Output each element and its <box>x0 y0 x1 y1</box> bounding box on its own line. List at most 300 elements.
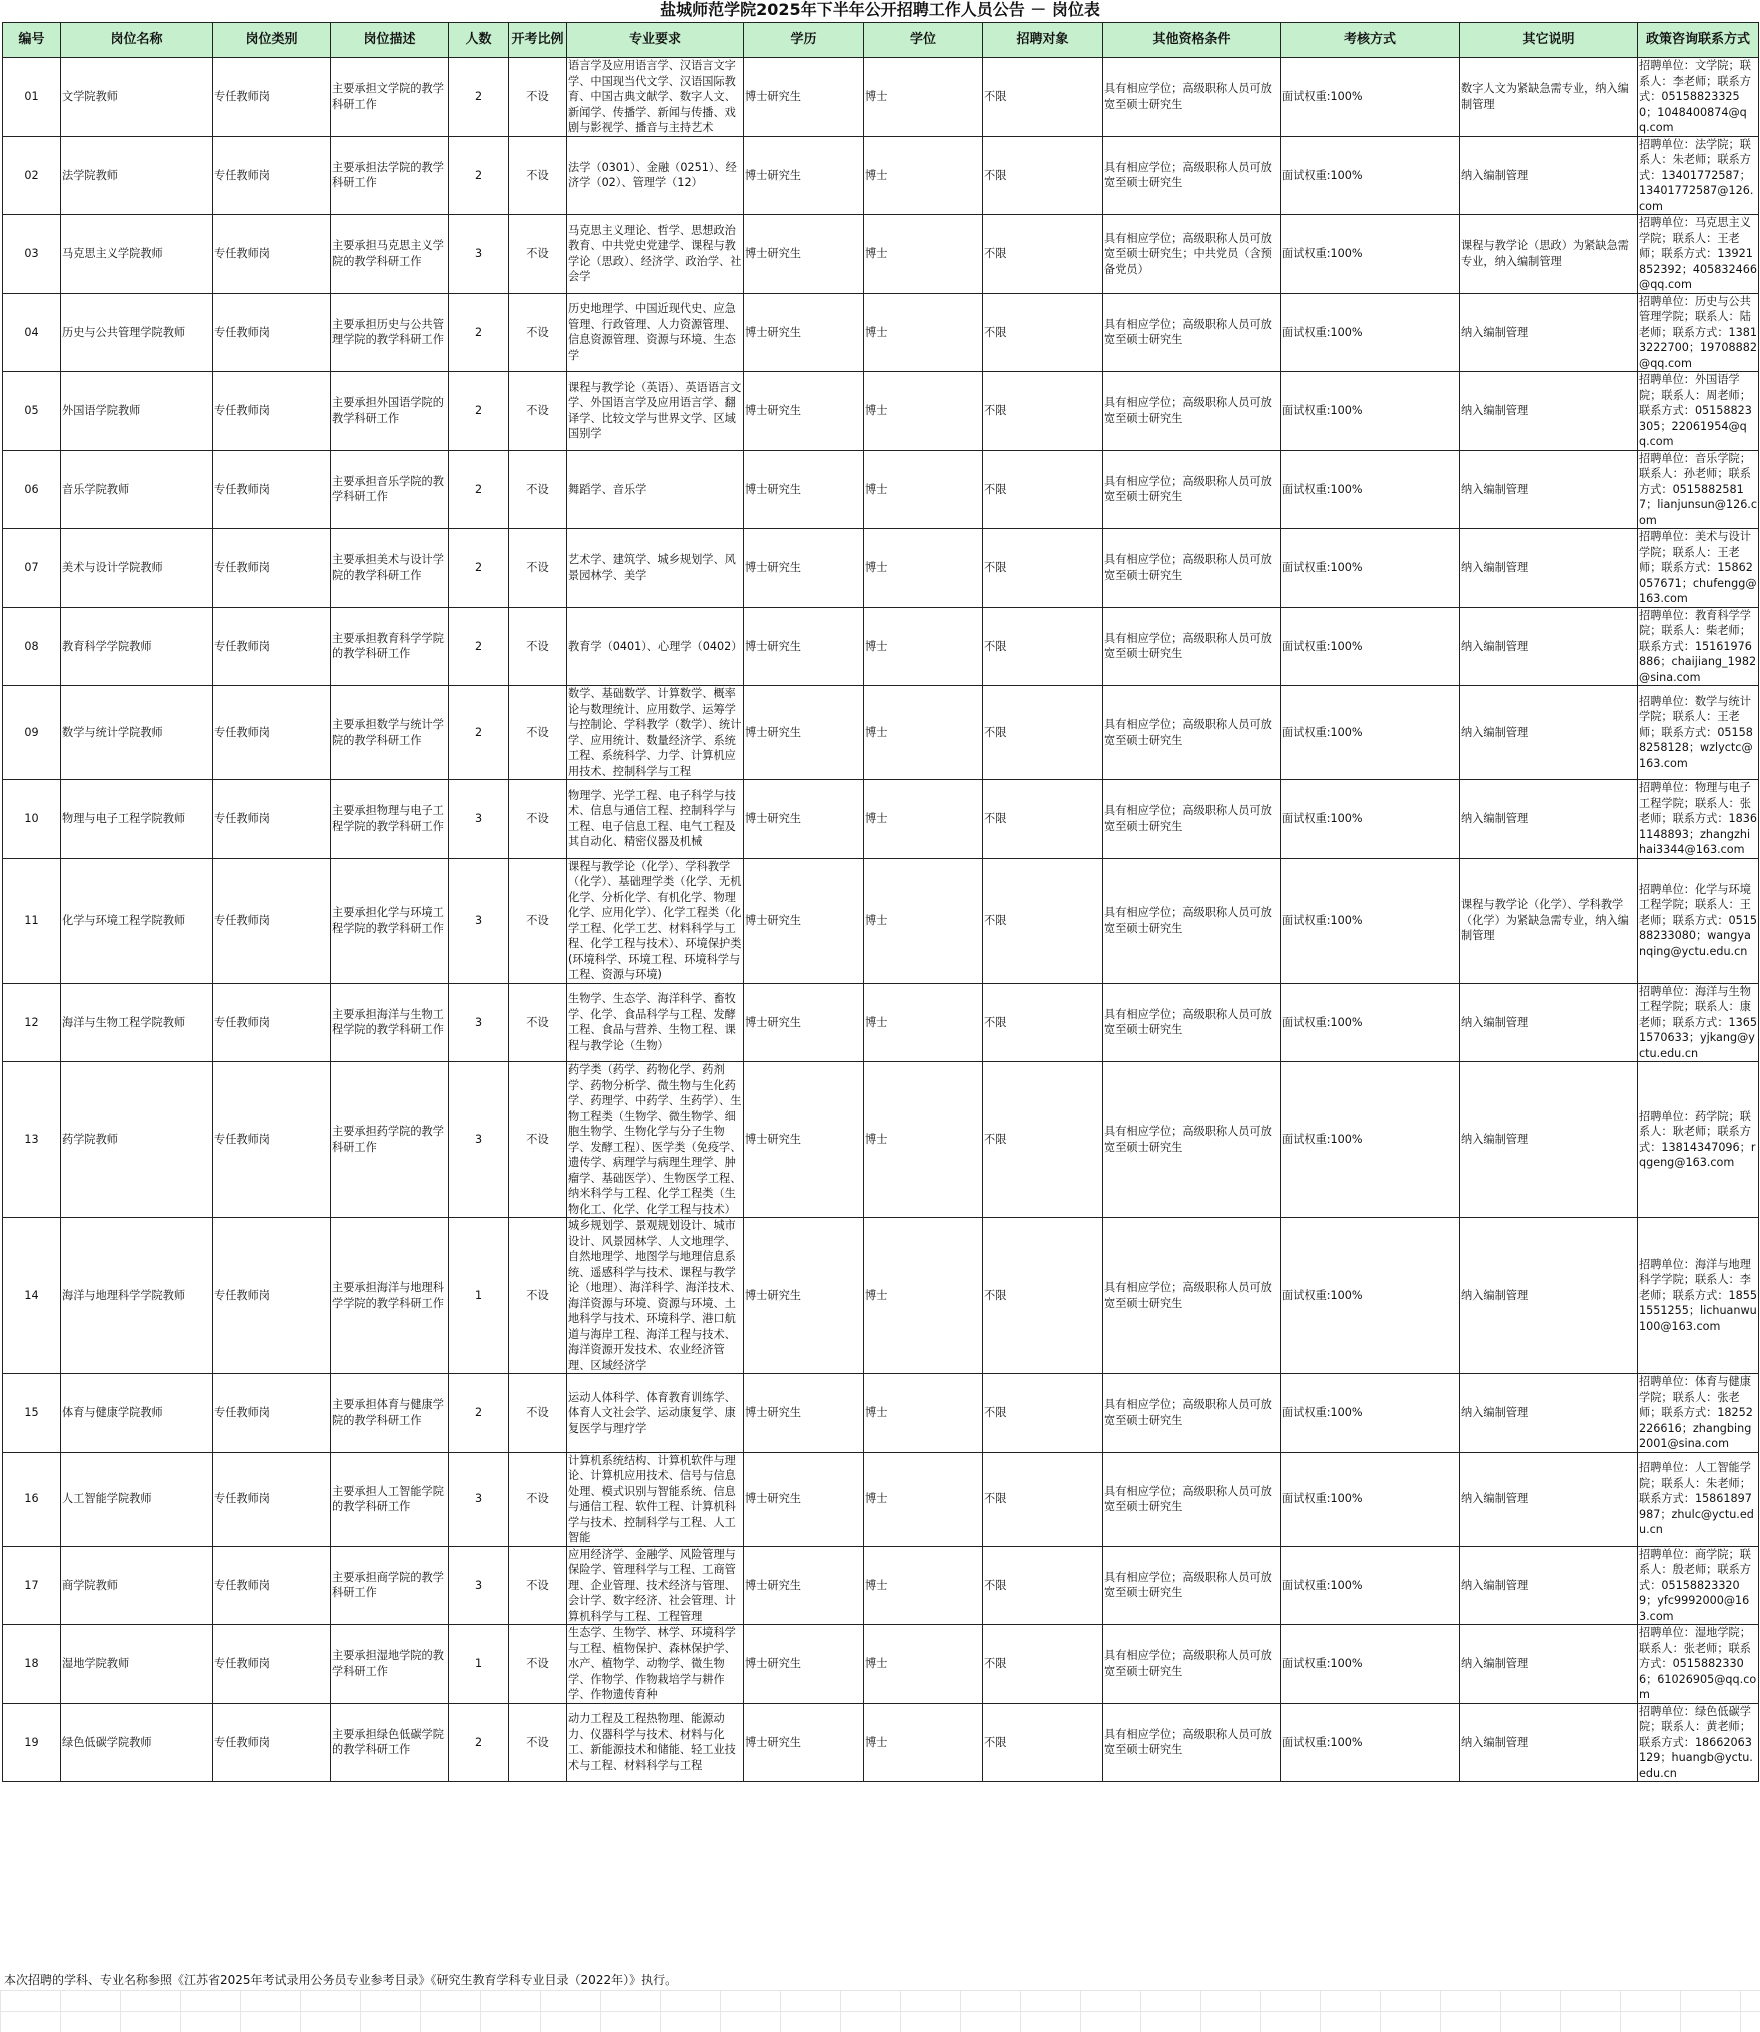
cell-contact: 招聘单位：海洋与地理科学学院；联系人：李老师；联系方式：18551551255；lichuanwu100@163.com <box>1638 1218 1759 1374</box>
cell-id: 15 <box>3 1374 61 1453</box>
cell-contact: 招聘单位：人工智能学院；联系人：朱老师；联系方式：15861897987；zhulc@yctu.edu.cn <box>1638 1452 1759 1546</box>
cell-id: 14 <box>3 1218 61 1374</box>
cell-description: 主要承担湿地学院的教学科研工作 <box>331 1625 449 1704</box>
table-row <box>3 686 1759 780</box>
cell-target: 不限 <box>983 1703 1103 1782</box>
cell-description: 主要承担文学院的教学科研工作 <box>331 58 449 137</box>
table-row <box>3 1062 1759 1218</box>
cell-education: 博士研究生 <box>744 686 864 780</box>
cell-remark: 纳入编制管理 <box>1460 607 1638 686</box>
cell-degree: 博士 <box>864 780 983 859</box>
cell-description: 主要承担海洋与生物工程学院的教学科研工作 <box>331 983 449 1062</box>
cell-contact: 招聘单位：历史与公共管理学院；联系人：陆老师；联系方式：13813222700；19708882@qq.com <box>1639 294 1757 370</box>
table-row <box>3 1374 1759 1453</box>
cell-education: 博士研究生 <box>744 607 864 686</box>
cell-remark: 纳入编制管理 <box>1460 1546 1638 1625</box>
cell-degree: 博士 <box>864 1625 983 1704</box>
cell-contact: 招聘单位：药学院；联系人：耿老师；联系方式：13814347096；rqgeng@163.com <box>1638 1062 1759 1218</box>
cell-count: 3 <box>449 1062 509 1218</box>
cell-remark: 纳入编制管理 <box>1460 1218 1638 1374</box>
cell-degree: 博士 <box>864 1546 983 1625</box>
cell-id: 06 <box>3 450 61 529</box>
cell-major: 课程与教学论（英语）、英语语言文学、外国语言学及应用语言学、翻译学、比较文学与世界文学、区域国别学 <box>567 372 744 451</box>
cell-category: 专任教师岗 <box>213 1218 331 1374</box>
table-row <box>3 1452 1759 1546</box>
cell-degree: 博士 <box>864 215 983 294</box>
cell-education: 博士研究生 <box>744 858 864 983</box>
cell-degree: 博士 <box>864 1062 983 1218</box>
cell-qualification: 具有相应学位；高级职称人员可放宽至硕士研究生 <box>1103 136 1281 215</box>
cell-position-name: 海洋与地理科学学院教师 <box>61 1218 213 1374</box>
cell-count: 2 <box>449 1703 509 1782</box>
cell-count: 3 <box>449 983 509 1062</box>
table-row <box>3 1625 1759 1704</box>
cell-count: 2 <box>449 1374 509 1453</box>
cell-id: 10 <box>3 780 61 859</box>
cell-description: 主要承担马克思主义学院的教学科研工作 <box>331 215 449 294</box>
header-cell: 招聘对象 <box>983 23 1103 58</box>
cell-id: 17 <box>3 1546 61 1625</box>
cell-position-name: 教育科学学院教师 <box>61 607 213 686</box>
cell-major: 运动人体科学、体育教育训练学、体育人文社会学、运动康复学、康复医学与理疗学 <box>567 1374 744 1453</box>
cell-id: 11 <box>3 858 61 983</box>
cell-major: 艺术学、建筑学、城乡规划学、风景园林学、美学 <box>567 529 744 608</box>
cell-contact: 招聘单位：马克思主义学院；联系人：王老师；联系方式：13921852392；405832466@qq.com <box>1639 216 1757 291</box>
cell-degree: 博士 <box>864 136 983 215</box>
cell-contact: 招聘单位：化学与环境工程学院；联系人：王老师；联系方式：05158823308​0；wangyanqing@yctu.edu.cn <box>1638 858 1759 983</box>
cell-education: 博士研究生 <box>744 1452 864 1546</box>
cell-contact: 招聘单位：外国语学院；联系人：周老师；联系方式：05158823305；22061954@qq.com <box>1638 372 1759 451</box>
cell-remark: 纳入编制管理 <box>1460 450 1638 529</box>
cell-count: 1 <box>449 1218 509 1374</box>
cell-description: 主要承担法学院的教学科研工作 <box>331 136 449 215</box>
cell-count: 1 <box>449 1625 509 1704</box>
header-cell: 开考比例 <box>509 23 567 58</box>
cell-qualification: 具有相应学位；高级职称人员可放宽至硕士研究生 <box>1103 1374 1281 1453</box>
cell-education: 博士研究生 <box>744 136 864 215</box>
cell-qualification: 具有相应学位；高级职称人员可放宽至硕士研究生 <box>1103 858 1281 983</box>
cell-target: 不限 <box>983 450 1103 529</box>
cell-id: 19 <box>3 1703 61 1782</box>
cell-remark: 纳入编制管理 <box>1460 983 1638 1062</box>
cell-education: 博士研究生 <box>744 58 864 137</box>
header-cell: 考核方式 <box>1281 23 1460 58</box>
cell-education: 博士研究生 <box>744 1218 864 1374</box>
table-row <box>3 293 1759 372</box>
cell-education: 博士研究生 <box>744 1546 864 1625</box>
cell-ratio: 不设 <box>509 686 567 780</box>
cell-qualification: 具有相应学位；高级职称人员可放宽至硕士研究生 <box>1103 607 1281 686</box>
cell-remark: 数字人文为紧缺急需专业，纳入编制管理 <box>1460 58 1638 137</box>
cell-qualification: 具有相应学位；高级职称人员可放宽至硕士研究生 <box>1103 372 1281 451</box>
cell-education: 博士研究生 <box>744 983 864 1062</box>
cell-assessment: 面试权重:100% <box>1281 858 1460 983</box>
cell-degree: 博士 <box>864 1703 983 1782</box>
cell-qualification: 具有相应学位；高级职称人员可放宽至硕士研究生 <box>1103 1546 1281 1625</box>
header-cell: 岗位类别 <box>213 23 331 58</box>
cell-target: 不限 <box>983 372 1103 451</box>
cell-assessment: 面试权重:100% <box>1281 58 1460 137</box>
footnote: 本次招聘的学科、专业名称参照《江苏省2025年考试录用公务员专业参考目录》《研究生教育学科专业目录（2022年）》执行。 <box>4 1973 678 1987</box>
cell-assessment: 面试权重:100% <box>1281 136 1460 215</box>
cell-education: 博士研究生 <box>744 529 864 608</box>
cell-degree: 博士 <box>864 293 983 372</box>
cell-target: 不限 <box>983 136 1103 215</box>
cell-target: 不限 <box>983 215 1103 294</box>
cell-position-name: 绿色低碳学院教师 <box>61 1703 213 1782</box>
cell-major: 教育学（0401）、心理学（0402） <box>567 607 744 686</box>
cell-contact: 招聘单位：体育与健康学院；联系人：张老师；联系方式：18252226616；zhangbing2001@sina.com <box>1638 1374 1759 1453</box>
cell-assessment: 面试权重:100% <box>1281 1546 1460 1625</box>
cell-remark: 纳入编制管理 <box>1460 780 1638 859</box>
header-cell: 其他资格条件 <box>1103 23 1281 58</box>
cell-degree: 博士 <box>864 372 983 451</box>
cell-description: 主要承担体育与健康学院的教学科研工作 <box>331 1374 449 1453</box>
cell-remark: 纳入编制管理 <box>1460 293 1638 372</box>
cell-description: 主要承担海洋与地理科学学院的教学科研工作 <box>331 1218 449 1374</box>
cell-id: 08 <box>3 607 61 686</box>
cell-id: 05 <box>3 372 61 451</box>
cell-qualification: 具有相应学位；高级职称人员可放宽至硕士研究生；中共党员（含预备党员） <box>1103 215 1281 294</box>
cell-target: 不限 <box>983 1218 1103 1374</box>
cell-category: 专任教师岗 <box>213 293 331 372</box>
cell-ratio: 不设 <box>509 450 567 529</box>
cell-education: 博士研究生 <box>744 1374 864 1453</box>
cell-target: 不限 <box>983 293 1103 372</box>
cell-education: 博士研究生 <box>744 215 864 294</box>
cell-position-name: 美术与设计学院教师 <box>61 529 213 608</box>
cell-ratio: 不设 <box>509 780 567 859</box>
cell-remark: 纳入编制管理 <box>1460 1374 1638 1453</box>
cell-qualification: 具有相应学位；高级职称人员可放宽至硕士研究生 <box>1103 529 1281 608</box>
table-row <box>3 136 1759 215</box>
table-row <box>3 607 1759 686</box>
cell-remark: 纳入编制管理 <box>1460 686 1638 780</box>
table-row <box>3 215 1759 294</box>
cell-category: 专任教师岗 <box>213 858 331 983</box>
cell-ratio: 不设 <box>509 1452 567 1546</box>
cell-major: 物理学、光学工程、电子科学与技术、信息与通信工程、控制科学与工程、电子信息工程、电气工程及其自动化、精密仪器及机械 <box>567 780 744 859</box>
cell-target: 不限 <box>983 1452 1103 1546</box>
cell-position-name: 商学院教师 <box>61 1546 213 1625</box>
cell-position-name: 马克思主义学院教师 <box>61 215 213 294</box>
cell-assessment: 面试权重:100% <box>1281 529 1460 608</box>
cell-degree: 博士 <box>864 983 983 1062</box>
cell-contact: 招聘单位：数学与统计学院；联系人：王老师；联系方式：05158825812​8；wzlyctc@163.com <box>1638 686 1759 780</box>
cell-target: 不限 <box>983 686 1103 780</box>
cell-description: 主要承担历史与公共管理学院的教学科研工作 <box>331 293 449 372</box>
cell-position-name: 湿地学院教师 <box>61 1625 213 1704</box>
cell-assessment: 面试权重:100% <box>1281 686 1460 780</box>
cell-position-name: 体育与健康学院教师 <box>61 1374 213 1453</box>
positions-table <box>2 22 1759 1782</box>
cell-contact: 招聘单位：文学院；联系人：李老师；联系方式：05158823325​0；1048400874@qq.com <box>1638 58 1759 137</box>
cell-degree: 博士 <box>864 1218 983 1374</box>
cell-major: 马克思主义理论、哲学、思想政治教育、中共党史党建学、课程与教学论（思政）、经济学、政治学、社会学 <box>567 215 744 294</box>
cell-ratio: 不设 <box>509 1703 567 1782</box>
header-cell: 编号 <box>3 23 61 58</box>
cell-contact: 招聘单位：美术与设计学院；联系人：王老师；联系方式：15862057671；chufengg@163.com <box>1639 530 1757 605</box>
cell-position-name: 外国语学院教师 <box>61 372 213 451</box>
cell-degree: 博士 <box>864 1452 983 1546</box>
cell-count: 3 <box>449 780 509 859</box>
cell-count: 2 <box>449 293 509 372</box>
cell-description: 主要承担人工智能学院的教学科研工作 <box>331 1452 449 1546</box>
cell-ratio: 不设 <box>509 372 567 451</box>
cell-remark: 纳入编制管理 <box>1460 136 1638 215</box>
cell-target: 不限 <box>983 1546 1103 1625</box>
cell-contact: 招聘单位：物理与电子工程学院；联系人：张老师；联系方式：18361148893；zhangzhihai3344@163.com <box>1639 781 1757 856</box>
cell-target: 不限 <box>983 1625 1103 1704</box>
cell-remark: 纳入编制管理 <box>1460 1625 1638 1704</box>
cell-assessment: 面试权重:100% <box>1281 1374 1460 1453</box>
cell-qualification: 具有相应学位；高级职称人员可放宽至硕士研究生 <box>1103 780 1281 859</box>
cell-ratio: 不设 <box>509 58 567 137</box>
cell-target: 不限 <box>983 780 1103 859</box>
table-row <box>3 58 1759 137</box>
cell-count: 2 <box>449 372 509 451</box>
cell-qualification: 具有相应学位；高级职称人员可放宽至硕士研究生 <box>1103 58 1281 137</box>
cell-qualification: 具有相应学位；高级职称人员可放宽至硕士研究生 <box>1103 450 1281 529</box>
cell-category: 专任教师岗 <box>213 215 331 294</box>
cell-qualification: 具有相应学位；高级职称人员可放宽至硕士研究生 <box>1103 1625 1281 1704</box>
cell-position-name: 数学与统计学院教师 <box>61 686 213 780</box>
table-row <box>3 780 1759 859</box>
cell-category: 专任教师岗 <box>213 136 331 215</box>
cell-assessment: 面试权重:100% <box>1281 1625 1460 1704</box>
header-cell: 岗位描述 <box>331 23 449 58</box>
table-row <box>3 983 1759 1062</box>
cell-category: 专任教师岗 <box>213 58 331 137</box>
cell-target: 不限 <box>983 858 1103 983</box>
cell-contact: 招聘单位：绿色低碳学院；联系人：黄老师；联系方式：18662063129；huangb@yctu.edu.cn <box>1638 1703 1759 1782</box>
cell-category: 专任教师岗 <box>213 686 331 780</box>
cell-category: 专任教师岗 <box>213 1374 331 1453</box>
cell-degree: 博士 <box>864 1374 983 1453</box>
cell-education: 博士研究生 <box>744 780 864 859</box>
cell-description: 主要承担商学院的教学科研工作 <box>331 1546 449 1625</box>
cell-id: 03 <box>3 215 61 294</box>
cell-target: 不限 <box>983 58 1103 137</box>
cell-ratio: 不设 <box>509 607 567 686</box>
cell-category: 专任教师岗 <box>213 1062 331 1218</box>
cell-description: 主要承担药学院的教学科研工作 <box>331 1062 449 1218</box>
cell-major: 动力工程及工程热物理、能源动力、仪器科学与技术、材料与化工、新能源技术和储能、轻工业技术与工程、材料科学与工程 <box>567 1703 744 1782</box>
cell-position-name: 法学院教师 <box>61 136 213 215</box>
cell-contact: 招聘单位：法学院；联系人：朱老师；联系方式：13401772587；13401772587@126.com <box>1638 136 1759 215</box>
cell-assessment: 面试权重:100% <box>1281 450 1460 529</box>
cell-count: 2 <box>449 607 509 686</box>
cell-degree: 博士 <box>864 686 983 780</box>
cell-category: 专任教师岗 <box>213 983 331 1062</box>
cell-major: 历史地理学、中国近现代史、应急管理、行政管理、人力资源管理、信息资源管理、资源与环境、生态学 <box>567 293 744 372</box>
cell-ratio: 不设 <box>509 136 567 215</box>
cell-category: 专任教师岗 <box>213 1546 331 1625</box>
cell-degree: 博士 <box>864 858 983 983</box>
cell-position-name: 物理与电子工程学院教师 <box>61 780 213 859</box>
table-row <box>3 372 1759 451</box>
cell-count: 2 <box>449 686 509 780</box>
cell-ratio: 不设 <box>509 293 567 372</box>
cell-education: 博士研究生 <box>744 372 864 451</box>
cell-education: 博士研究生 <box>744 1625 864 1704</box>
header-cell: 学位 <box>864 23 983 58</box>
cell-assessment: 面试权重:100% <box>1281 1703 1460 1782</box>
cell-category: 专任教师岗 <box>213 372 331 451</box>
cell-count: 3 <box>449 1452 509 1546</box>
cell-description: 主要承担绿色低碳学院的教学科研工作 <box>331 1703 449 1782</box>
cell-position-name: 海洋与生物工程学院教师 <box>61 983 213 1062</box>
cell-id: 13 <box>3 1062 61 1218</box>
cell-position-name: 人工智能学院教师 <box>61 1452 213 1546</box>
cell-qualification: 具有相应学位；高级职称人员可放宽至硕士研究生 <box>1103 686 1281 780</box>
cell-category: 专任教师岗 <box>213 529 331 608</box>
cell-education: 博士研究生 <box>744 293 864 372</box>
cell-major: 数学、基础数学、计算数学、概率论与数理统计、应用数学、运筹学与控制论、学科教学（数学）、统计学、应用统计、数量经济学、系统工程、系统科学、力学、计算机应用技术、控制科学与工程 <box>567 686 744 780</box>
cell-id: 04 <box>3 293 61 372</box>
cell-id: 09 <box>3 686 61 780</box>
header-cell: 学历 <box>744 23 864 58</box>
cell-count: 2 <box>449 58 509 137</box>
header-cell: 其它说明 <box>1460 23 1638 58</box>
table-row <box>3 1218 1759 1374</box>
cell-qualification: 具有相应学位；高级职称人员可放宽至硕士研究生 <box>1103 1218 1281 1374</box>
cell-remark: 纳入编制管理 <box>1460 1062 1638 1218</box>
cell-assessment: 面试权重:100% <box>1281 293 1460 372</box>
cell-degree: 博士 <box>864 529 983 608</box>
cell-major: 城乡规划学、景观规划设计、城市设计、风景园林学、人文地理学、自然地理学、地图学与地理信息系统、遥感科学与技术、课程与教学论（地理）、海洋科学、海洋技术、海洋资源与环境、资源与环境、土地科学与技术、环境科学、港口航道与海岸工程、海洋工程与技术、海洋资源开发技术、农业经济管理、区域经济学 <box>567 1218 744 1374</box>
header-cell: 岗位名称 <box>61 23 213 58</box>
header-row <box>3 23 1759 58</box>
cell-target: 不限 <box>983 983 1103 1062</box>
cell-description: 主要承担教育科学学院的教学科研工作 <box>331 607 449 686</box>
cell-count: 2 <box>449 529 509 608</box>
header-cell: 人数 <box>449 23 509 58</box>
cell-remark: 纳入编制管理 <box>1460 1703 1638 1782</box>
table-row <box>3 858 1759 983</box>
cell-category: 专任教师岗 <box>213 607 331 686</box>
cell-major: 应用经济学、金融学、风险管理与保险学、管理科学与工程、工商管理、企业管理、技术经济与管理、会计学、数字经济、社会管理、计算机科学与工程、工程管理 <box>567 1546 744 1625</box>
cell-assessment: 面试权重:100% <box>1281 983 1460 1062</box>
cell-id: 07 <box>3 529 61 608</box>
cell-qualification: 具有相应学位；高级职称人员可放宽至硕士研究生 <box>1103 1703 1281 1782</box>
empty-sheet-grid <box>0 1990 1760 2032</box>
cell-remark: 课程与教学论（化学）、学科教学（化学）为紧缺急需专业，纳入编制管理 <box>1460 858 1638 983</box>
cell-ratio: 不设 <box>509 1625 567 1704</box>
cell-position-name: 历史与公共管理学院教师 <box>61 293 213 372</box>
cell-education: 博士研究生 <box>744 1062 864 1218</box>
cell-description: 主要承担音乐学院的教学科研工作 <box>331 450 449 529</box>
cell-target: 不限 <box>983 1062 1103 1218</box>
cell-id: 01 <box>3 58 61 137</box>
cell-category: 专任教师岗 <box>213 1452 331 1546</box>
cell-remark: 纳入编制管理 <box>1460 529 1638 608</box>
cell-category: 专任教师岗 <box>213 780 331 859</box>
cell-count: 3 <box>449 215 509 294</box>
cell-contact: 招聘单位：音乐学院；联系人：孙老师；联系方式：05158825817；lianjunsun@126.com <box>1639 451 1758 527</box>
cell-position-name: 药学院教师 <box>61 1062 213 1218</box>
table-row <box>3 529 1759 608</box>
cell-assessment: 面试权重:100% <box>1281 215 1460 294</box>
table-row <box>3 1703 1759 1782</box>
cell-degree: 博士 <box>864 450 983 529</box>
cell-count: 3 <box>449 858 509 983</box>
cell-remark: 纳入编制管理 <box>1460 1452 1638 1546</box>
table-row <box>3 1546 1759 1625</box>
cell-category: 专任教师岗 <box>213 1703 331 1782</box>
cell-major: 生物学、生态学、海洋科学、畜牧学、化学、食品科学与工程、发酵工程、食品与营养、生物工程、课程与教学论（生物） <box>567 983 744 1062</box>
header-cell: 政策咨询联系方式 <box>1638 23 1759 58</box>
cell-ratio: 不设 <box>509 1374 567 1453</box>
cell-remark: 纳入编制管理 <box>1460 372 1638 451</box>
cell-position-name: 化学与环境工程学院教师 <box>61 858 213 983</box>
cell-id: 18 <box>3 1625 61 1704</box>
cell-description: 主要承担化学与环境工程学院的教学科研工作 <box>331 858 449 983</box>
cell-target: 不限 <box>983 529 1103 608</box>
cell-ratio: 不设 <box>509 983 567 1062</box>
page-title: 盐城师范学院2025年下半年公开招聘工作人员公告 － 岗位表 <box>660 0 1100 19</box>
cell-ratio: 不设 <box>509 1062 567 1218</box>
cell-ratio: 不设 <box>509 858 567 983</box>
cell-assessment: 面试权重:100% <box>1281 607 1460 686</box>
header-cell: 专业要求 <box>567 23 744 58</box>
cell-ratio: 不设 <box>509 1218 567 1374</box>
cell-contact: 招聘单位：海洋与生物工程学院；联系人：康老师；联系方式：13651570633；yjkang@yctu.edu.cn <box>1639 984 1757 1060</box>
cell-contact: 招聘单位：教育科学学院；联系人：柴老师；联系方式：15161976886；chaijiang_1982@sina.com <box>1638 607 1759 686</box>
cell-assessment: 面试权重:100% <box>1281 1218 1460 1374</box>
cell-major: 语言学及应用语言学、汉语言文字学、中国现当代文学、汉语国际教育、中国古典文献学、数字人文、新闻学、传播学、新闻与传播、戏剧与影视学、播音与主持艺术 <box>567 58 744 137</box>
cell-degree: 博士 <box>864 607 983 686</box>
cell-degree: 博士 <box>864 58 983 137</box>
cell-assessment: 面试权重:100% <box>1281 1062 1460 1218</box>
cell-qualification: 具有相应学位；高级职称人员可放宽至硕士研究生 <box>1103 293 1281 372</box>
cell-description: 主要承担外国语学院的教学科研工作 <box>331 372 449 451</box>
cell-assessment: 面试权重:100% <box>1281 780 1460 859</box>
cell-major: 药学类（药学、药物化学、药剂学、药物分析学、微生物与生化药学、药理学、中药学、生药学）、生物工程类（生物学、微生物学、细胞生物学、生物化学与分子生物学、发酵工程）、医学类（免疫学、遗传学、病理学与病理生理学、肿瘤学、基础医学）、生物医学工程、纳米科学与工程、化学工程类（生物化工、化学、化学工程与技术） <box>567 1062 744 1218</box>
cell-ratio: 不设 <box>509 215 567 294</box>
cell-major: 计算机系统结构、计算机软件与理论、计算机应用技术、信号与信息处理、模式识别与智能系统、信息与通信工程、软件工程、计算机科学与技术、控制科学与工程、人工智能 <box>567 1452 744 1546</box>
cell-count: 3 <box>449 1546 509 1625</box>
cell-id: 12 <box>3 983 61 1062</box>
cell-ratio: 不设 <box>509 1546 567 1625</box>
cell-description: 主要承担数学与统计学院的教学科研工作 <box>331 686 449 780</box>
cell-qualification: 具有相应学位；高级职称人员可放宽至硕士研究生 <box>1103 1452 1281 1546</box>
cell-description: 主要承担美术与设计学院的教学科研工作 <box>331 529 449 608</box>
cell-position-name: 音乐学院教师 <box>61 450 213 529</box>
cell-count: 2 <box>449 450 509 529</box>
cell-contact: 招聘单位：湿地学院；联系人：张老师；联系方式：05158823306；61026905@qq.com <box>1638 1625 1759 1704</box>
cell-ratio: 不设 <box>509 529 567 608</box>
cell-major: 舞蹈学、音乐学 <box>567 450 744 529</box>
cell-count: 2 <box>449 136 509 215</box>
cell-target: 不限 <box>983 607 1103 686</box>
cell-major: 法学（0301）、金融（0251）、经济学（02）、管理学（12） <box>567 136 744 215</box>
cell-remark: 课程与教学论（思政）为紧缺急需专业，纳入编制管理 <box>1460 215 1638 294</box>
cell-education: 博士研究生 <box>744 1703 864 1782</box>
cell-major: 课程与教学论（化学）、学科教学（化学）、基础理学类（化学、无机化学、分析化学、有机化学、物理化学、应用化学）、化学工程类（化学工程、化学工艺、材料科学与工程、化学工程与技术）、环境保护类(环境科学、环境工程、环境科学与工程、资源与环境) <box>567 858 744 983</box>
cell-major: 生态学、生物学、林学、环境科学与工程、植物保护、森林保护学、水产、植物学、动物学、微生物学、作物学、作物栽培学与耕作学、作物遗传育种 <box>567 1625 744 1704</box>
cell-assessment: 面试权重:100% <box>1281 1452 1460 1546</box>
cell-assessment: 面试权重:100% <box>1281 372 1460 451</box>
table-body <box>3 58 1759 1782</box>
table-row <box>3 450 1759 529</box>
cell-contact: 招聘单位：商学院；联系人：殷老师；联系方式：05158823320​9；yfc9992000@163.com <box>1638 1546 1759 1625</box>
cell-qualification: 具有相应学位；高级职称人员可放宽至硕士研究生 <box>1103 1062 1281 1218</box>
cell-category: 专任教师岗 <box>213 1625 331 1704</box>
cell-id: 02 <box>3 136 61 215</box>
cell-position-name: 文学院教师 <box>61 58 213 137</box>
cell-id: 16 <box>3 1452 61 1546</box>
